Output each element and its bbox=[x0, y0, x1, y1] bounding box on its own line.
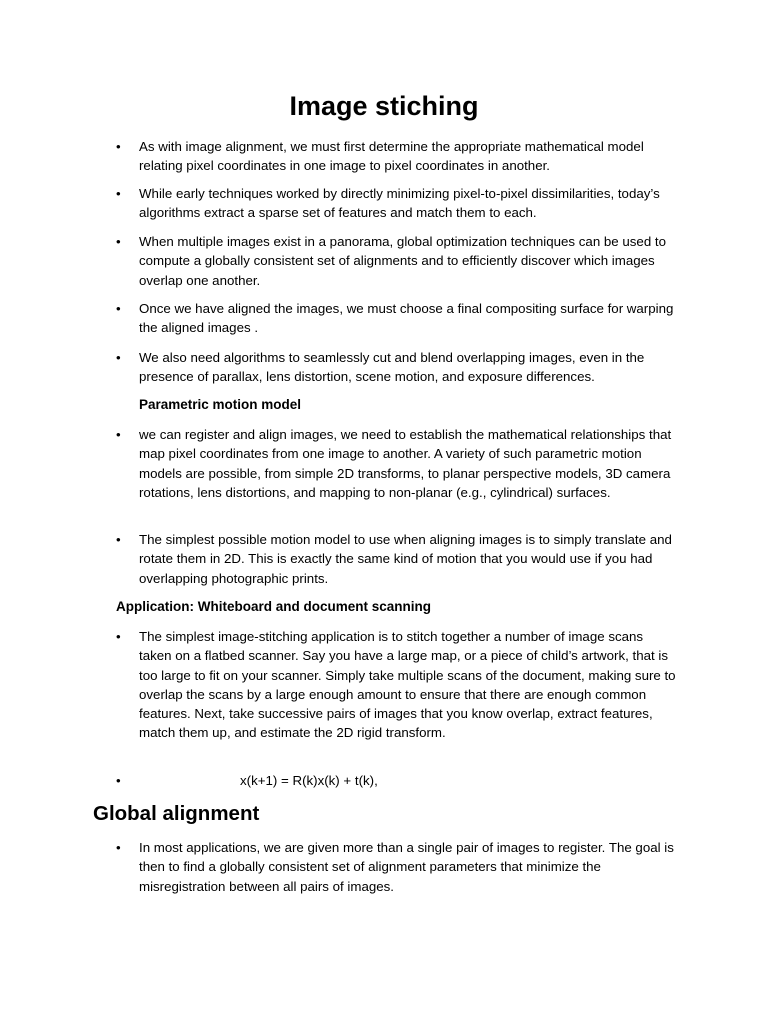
list-item bbox=[116, 137, 678, 176]
bullet-icon: • bbox=[116, 350, 121, 365]
formula-text: x(k+1) = R(k)x(k) + t(k), bbox=[240, 773, 378, 788]
list-item-text: we can register and align images, we need to establish the mathematical relationships that map pixel coordinates from one image to another. A variety of such parametric motion models are possible, from simple 2D transforms, to planar perspective models, 3D camera rotations, lens distortions, and mapping to non-planar (e.g., cylindrical) surfaces. bbox=[139, 427, 672, 500]
list-item bbox=[116, 184, 678, 223]
list-item bbox=[116, 838, 678, 896]
list-item bbox=[116, 299, 678, 338]
section-heading-parametric: Parametric motion model bbox=[139, 397, 302, 412]
bullet-icon: • bbox=[116, 301, 121, 316]
list-item bbox=[116, 348, 678, 387]
list-item-text: When multiple images exist in a panorama, global optimization techniques can be used to compute a globally consistent set of alignments and to efficiently discover which images overlap one another. bbox=[139, 234, 667, 288]
list-item-text: The simplest image-stitching application is to stitch together a number of image scans taken on a flatbed scanner. Say you have a large map, or a piece of child’s artwork, that is too large to fit on your scanner. Simply take multiple scans of the document, making sure to overlap the scans by a large enough amount to ensure that there are enough common features. Next, take successive pairs of images that you know overlap, extract features, match them up, and estimate the 2D rigid transform. bbox=[139, 629, 676, 741]
list-item bbox=[116, 627, 678, 743]
section-heading-application: Application: Whiteboard and document scanning bbox=[116, 599, 432, 614]
page-title: Image stiching bbox=[289, 91, 479, 121]
formula-item bbox=[116, 771, 678, 790]
bullet-icon: • bbox=[116, 532, 121, 547]
list-item bbox=[116, 425, 678, 502]
bullet-icon: • bbox=[116, 139, 121, 154]
list-item bbox=[116, 530, 678, 588]
section-heading-global-alignment: Global alignment bbox=[93, 802, 260, 825]
bullet-icon: • bbox=[116, 234, 121, 249]
list-item-text: While early techniques worked by directly minimizing pixel-to-pixel dissimilarities, today’s algorithms extract a sparse set of features and match them to each. bbox=[139, 186, 660, 221]
bullet-icon: • bbox=[116, 427, 121, 442]
bullet-icon: • bbox=[116, 629, 121, 644]
bullet-icon: • bbox=[116, 773, 121, 788]
list-item-text: The simplest possible motion model to use when aligning images is to simply translate and rotate them in 2D. This is exactly the same kind of motion that you would use if you had overlapping photographic prints. bbox=[139, 532, 672, 586]
bullet-icon: • bbox=[116, 840, 121, 855]
list-item-text: We also need algorithms to seamlessly cut and blend overlapping images, even in the presence of parallax, lens distortion, scene motion, and exposure differences. bbox=[139, 350, 645, 385]
bullet-icon: • bbox=[116, 186, 121, 201]
list-item bbox=[116, 232, 678, 290]
list-item-text: In most applications, we are given more than a single pair of images to register. The goal is then to find a globally consistent set of alignment parameters that minimize the misregistration between all pairs of images. bbox=[139, 840, 674, 894]
list-item-text: Once we have aligned the images, we must choose a final compositing surface for warping the aligned images . bbox=[139, 301, 674, 336]
list-item-text: As with image alignment, we must first determine the appropriate mathematical model relating pixel coordinates in one image to pixel coordinates in another. bbox=[139, 139, 644, 174]
